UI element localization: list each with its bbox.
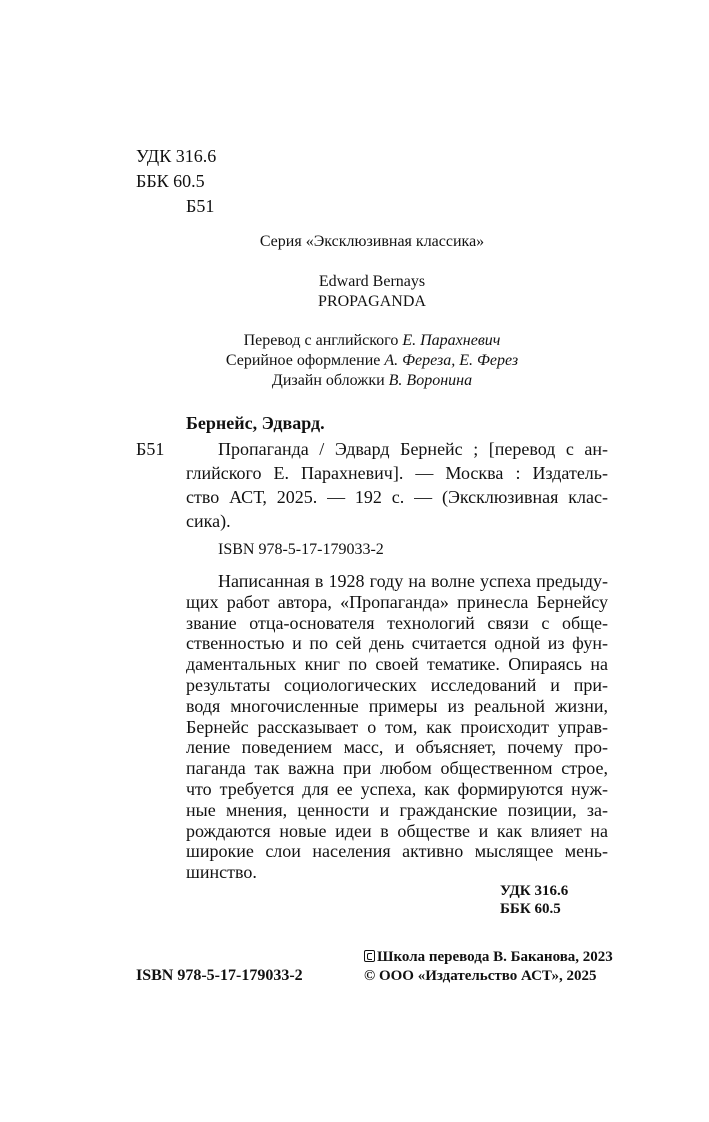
udk-code: УДК 316.6	[136, 146, 217, 166]
annotation-line: что требуется для ее успеха, как формируются нуж-	[186, 778, 608, 799]
annotation-line: ные мнения, ценности и гражданские позиции, за-	[186, 799, 608, 820]
annotation-line: ление поведением масс, и объясняет, почему про-	[186, 737, 608, 758]
original-author: Edward Bernays	[318, 273, 426, 290]
copyright-school-text: Школа перевода В. Баканова, 2023	[377, 949, 613, 965]
credit-name: Е. Парахневич	[402, 332, 501, 349]
copyright-ast: © ООО «Издательство АСТ», 2025	[364, 968, 597, 984]
annotation-line: Написанная в 1928 году на волне успеха предыду-	[218, 571, 608, 591]
credit-role: Перевод с английского	[243, 332, 399, 349]
bib-line: ство АСТ, 2025. — 192 с. — (Эксклюзивная клас-	[186, 487, 608, 507]
annotation	[186, 570, 608, 882]
bib-line: сика).	[186, 511, 231, 531]
series-line: Серия «Эксклюзивная классика»	[259, 233, 485, 250]
bib-heading: Бернейс, Эдвард.	[186, 413, 325, 433]
annotation-line: ственностью и по сей день считается одной из фун-	[186, 633, 608, 654]
credit-cover-design	[136, 371, 608, 391]
annotation-line: даментальных книг по своей тематике. Опираясь на	[186, 654, 608, 675]
author-mark: Б51	[186, 196, 215, 216]
copyright-mark-icon	[364, 950, 375, 962]
annotation-line: водя многочисленные примеры из реальной жизни,	[186, 695, 608, 716]
bib-line: глийского Е. Парахневич]. — Москва : Издатель-	[186, 463, 608, 483]
credit-role: Дизайн обложки	[271, 372, 385, 389]
original-title: PROPAGANDA	[318, 293, 426, 310]
credit-series-design	[136, 351, 608, 371]
bib-line: Пропаганда / Эдвард Бернейс ; [перевод с ан-	[218, 439, 608, 459]
annotation-bbk: ББК 60.5	[500, 901, 561, 917]
credit-translation	[136, 331, 608, 351]
annotation-line: шинство.	[186, 862, 257, 883]
bib-description	[186, 438, 608, 534]
bib-isbn: ISBN 978-5-17-179033-2	[218, 541, 384, 558]
annotation-line: паганда так важна при любом общественном строе,	[186, 758, 608, 779]
credit-name: А. Фереза, Е. Ферез	[384, 352, 519, 369]
annotation-line: результаты социологических исследований и при-	[186, 674, 608, 695]
copyright-school	[364, 948, 613, 967]
annotation-line: Бернейс рассказывает о том, как происходит управ-	[186, 716, 608, 737]
annotation-line: рождаются новые идеи в обществе и как влияет на	[186, 820, 608, 841]
credits-block	[136, 331, 608, 391]
credit-name: В. Воронина	[388, 372, 473, 389]
bib-code: Б51	[136, 439, 165, 459]
annotation-line: звание отца-основателя технологий связи с обще-	[186, 612, 608, 633]
credit-role: Серийное оформление	[225, 352, 381, 369]
annotation-line: щих работ автора, «Пропаганда» принесла Бернейсу	[186, 591, 608, 612]
footer-isbn: ISBN 978-5-17-179033-2	[136, 967, 303, 984]
annotation-udk: УДК 316.6	[500, 883, 569, 899]
bbk-code: ББК 60.5	[136, 171, 205, 191]
annotation-line: широкие слои населения активно мыслящее мень-	[186, 841, 608, 862]
